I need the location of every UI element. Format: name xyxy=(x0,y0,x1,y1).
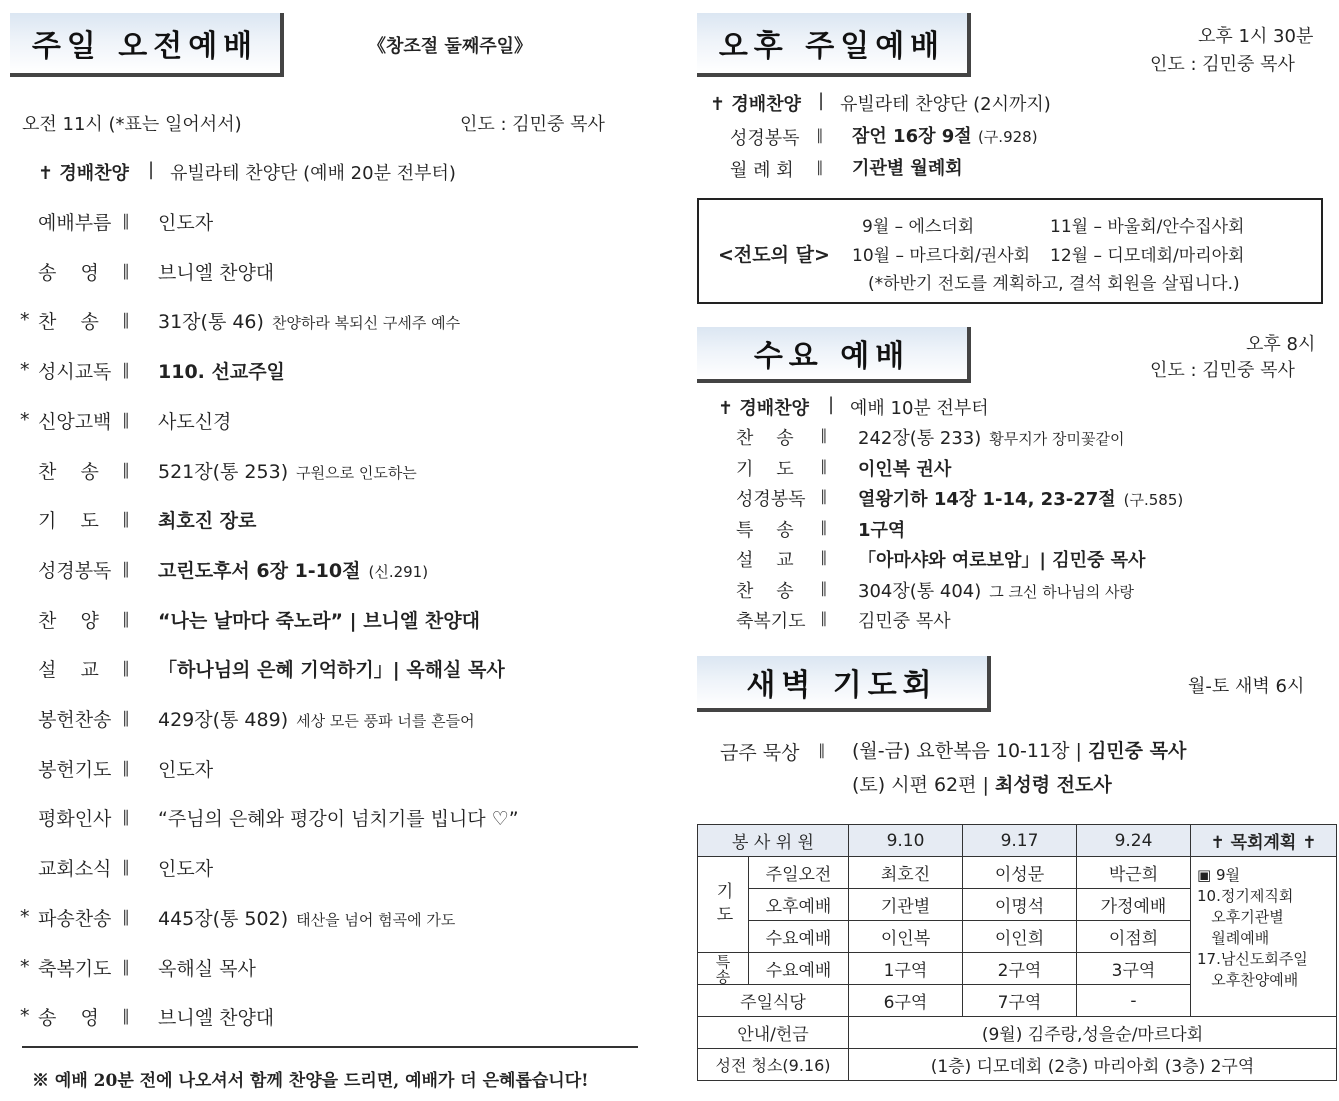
order-item-note: (신.291) xyxy=(368,563,429,581)
service-table xyxy=(697,824,1337,1081)
morning-time-note: 오전 11시 (*표는 일어서서) xyxy=(22,114,242,135)
wednesday-item-value: 1구역 xyxy=(858,520,906,541)
order-item-label: 예배부름 xyxy=(38,212,112,234)
group-prayer-cell xyxy=(698,857,749,953)
order-item-separator: ∥ xyxy=(122,758,130,777)
wednesday-title-box xyxy=(697,327,971,383)
order-item-value: 브니엘 찬양대 xyxy=(158,1007,275,1029)
afternoon-scripture: 잠언 16장 9절 xyxy=(852,126,972,147)
table-date-cell: 9.10 xyxy=(849,825,963,857)
wednesday-item-value: 「아마샤와 여로보암」| 김민중 목사 xyxy=(858,550,1146,571)
order-item-value-wrap xyxy=(158,755,213,782)
standing-marker: * xyxy=(20,409,30,431)
wednesday-item-separator: ∥ xyxy=(820,518,828,536)
wednesday-item-note: (구.585) xyxy=(1123,491,1184,509)
order-item-label: 봉헌찬송 xyxy=(38,709,112,731)
table-cell: 이인희 xyxy=(963,921,1077,953)
table-row-label: 주일식당 xyxy=(698,985,849,1017)
wednesday-item-value-wrap xyxy=(858,424,1124,450)
pastoral-plan-list xyxy=(1197,865,1330,991)
dawn-time: 월-토 새벽 6시 xyxy=(1188,676,1305,697)
dawn-line-1-text: (월-금) 요한복음 10-11장 | xyxy=(852,740,1082,762)
wednesday-item-value: 이인복 권사 xyxy=(858,459,952,480)
wednesday-item-value-wrap xyxy=(858,546,1145,572)
dawn-line-2-leader: 최성령 전도사 xyxy=(995,774,1112,796)
order-item-label: 평화인사 xyxy=(38,808,112,830)
order-item-value-wrap xyxy=(158,457,417,484)
order-item-label: 설 교 xyxy=(38,659,99,681)
table-cell: 기관별 xyxy=(849,889,963,921)
order-item-value-wrap xyxy=(158,804,519,831)
order-item-value-wrap xyxy=(158,208,213,235)
wednesday-leader: 인도 : 김민중 목사 xyxy=(1150,360,1295,381)
morning-footer-rule xyxy=(22,1046,638,1048)
order-item-separator: ∥ xyxy=(122,658,130,677)
wednesday-item-label: 성경봉독 xyxy=(736,489,806,510)
order-item-value-wrap xyxy=(158,506,256,533)
order-item-value-wrap xyxy=(158,904,455,931)
afternoon-opening-sep: | xyxy=(818,90,825,111)
pastoral-plan-line: ▣ 9월 xyxy=(1197,866,1240,884)
order-item-separator: ∥ xyxy=(122,360,130,379)
afternoon-monthly-meeting: 기관별 월례회 xyxy=(852,158,963,179)
order-item-separator: ∥ xyxy=(122,708,130,727)
order-item-value: 사도신경 xyxy=(158,411,232,433)
dawn-line-1 xyxy=(852,736,1186,763)
morning-footer-note: ※ 예배 20분 전에 나오셔서 함께 찬양을 드리면, 예배가 더 은혜롭습니다! xyxy=(32,1071,589,1091)
order-item-note: 구원으로 인도하는 xyxy=(296,464,417,482)
wednesday-item-separator: ∥ xyxy=(820,579,828,597)
order-item-value-wrap xyxy=(158,854,213,881)
wednesday-opening-label: ✝ 경배찬양 xyxy=(718,398,809,419)
order-item-separator: ∥ xyxy=(122,559,130,578)
pastoral-plan-line: 17.남신도회주일 xyxy=(1197,950,1308,968)
evangelism-heading: <전도의 달> xyxy=(718,244,830,266)
wednesday-time: 오후 8시 xyxy=(1246,334,1316,355)
morning-opening-sep: | xyxy=(148,159,155,180)
table-cell: 이명석 xyxy=(963,889,1077,921)
wednesday-item-label: 특 송 xyxy=(736,520,794,541)
pastoral-plan-cell xyxy=(1191,857,1337,1017)
guide-value: (9월) 김주랑,성을순/마르다회 xyxy=(849,1017,1337,1049)
order-item-value: 31장(통 46) xyxy=(158,311,264,333)
order-item-value: 445장(통 502) xyxy=(158,908,289,930)
table-cell: 7구역 xyxy=(963,985,1077,1017)
order-item-value: 인도자 xyxy=(158,858,214,880)
afternoon-time: 오후 1시 30분 xyxy=(1198,26,1314,47)
order-item-value: 인도자 xyxy=(158,212,214,234)
afternoon-opening-value: 유빌라테 찬양단 (2시까지) xyxy=(840,94,1051,115)
dawn-title: 새벽 기도회 xyxy=(746,668,938,703)
afternoon-scripture-note: (구.928) xyxy=(977,128,1038,146)
order-item-value-wrap xyxy=(158,357,285,384)
table-cell: 6구역 xyxy=(849,985,963,1017)
morning-title: 주일 오전예배 xyxy=(31,29,259,64)
order-item-label: 신앙고백 xyxy=(38,411,112,433)
order-item-value: 429장(통 489) xyxy=(158,709,289,731)
order-item-value-wrap xyxy=(158,258,274,285)
order-item-separator: ∥ xyxy=(122,857,130,876)
table-cell: 이점희 xyxy=(1077,921,1191,953)
table-row-label: 주일오전 xyxy=(749,857,849,889)
wednesday-item-separator: ∥ xyxy=(820,457,828,475)
table-date-cell: 9.17 xyxy=(963,825,1077,857)
evangelism-note: (*하반기 전도를 계획하고, 결석 회원을 살핍니다.) xyxy=(868,274,1240,294)
order-item-separator: ∥ xyxy=(122,509,130,528)
order-item-value-wrap xyxy=(158,954,256,981)
dawn-line-2-text: (토) 시편 62편 | xyxy=(852,774,989,796)
group-prayer-label: 기도 xyxy=(712,881,733,928)
evangelism-row: 12월 – 디모데회/마리아회 xyxy=(1050,246,1245,266)
order-item-label: 교회소식 xyxy=(38,858,112,880)
order-item-label: 송 영 xyxy=(38,1007,99,1029)
afternoon-item-label: 성경봉독 xyxy=(730,128,800,149)
wednesday-item-value: 김민중 목사 xyxy=(858,611,951,632)
order-item-value: “나는 날마다 죽노라” | 브니엘 찬양대 xyxy=(158,610,480,632)
table-row xyxy=(698,1049,1337,1081)
wednesday-item-value: 304장(통 404) xyxy=(858,581,982,602)
order-item-label: 기 도 xyxy=(38,510,99,532)
wednesday-item-value-wrap xyxy=(858,607,951,633)
order-item-value: 110. 선교주일 xyxy=(158,361,285,383)
wednesday-item-value-wrap xyxy=(858,577,1134,603)
pastoral-plan-line: 오후기관별 xyxy=(1197,908,1284,926)
order-item-label: 봉헌기도 xyxy=(38,759,112,781)
pastoral-plan-line: 오후찬양예배 xyxy=(1197,971,1299,989)
order-item-label: 찬 송 xyxy=(38,461,99,483)
wednesday-item-value: 242장(통 233) xyxy=(858,428,982,449)
morning-leader: 인도 : 김민중 목사 xyxy=(460,114,605,135)
order-item-value: 옥해실 목사 xyxy=(158,958,256,980)
table-cell: 가정예배 xyxy=(1077,889,1191,921)
table-row-label: 수요예배 xyxy=(749,921,849,953)
order-item-value: 최호진 장로 xyxy=(158,510,257,532)
dawn-sep: ∥ xyxy=(818,741,826,759)
order-item-value: 521장(통 253) xyxy=(158,461,289,483)
table-row-label: 오후예배 xyxy=(749,889,849,921)
table-row xyxy=(698,857,1337,889)
table-cell: - xyxy=(1077,985,1191,1017)
order-item-value-wrap xyxy=(158,407,231,434)
order-item-separator: ∥ xyxy=(122,907,130,926)
evangelism-row: 9월 – 에스더회 xyxy=(862,217,975,237)
standing-marker: * xyxy=(20,1005,30,1027)
order-item-separator: ∥ xyxy=(122,211,130,230)
evangelism-row: 10월 – 마르다회/권사회 xyxy=(852,246,1031,266)
wednesday-item-value: 열왕기하 14장 1-14, 23-27절 xyxy=(858,489,1116,510)
wednesday-item-separator: ∥ xyxy=(820,609,828,627)
table-header-cell: 봉 사 위 원 xyxy=(698,825,849,857)
morning-opening-value: 유빌라테 찬양단 (예배 20분 전부터) xyxy=(170,163,456,184)
standing-marker: * xyxy=(20,956,30,978)
afternoon-leader: 인도 : 김민중 목사 xyxy=(1150,54,1295,75)
order-item-separator: ∥ xyxy=(122,1006,130,1025)
morning-opening-label: ✝ 경배찬양 xyxy=(38,163,129,184)
table-date-cell: 9.24 xyxy=(1077,825,1191,857)
afternoon-title-box xyxy=(697,13,971,77)
order-item-value: 「하나님의 은혜 기억하기」| 옥해실 목사 xyxy=(158,659,505,681)
wednesday-item-separator: ∥ xyxy=(820,426,828,444)
table-cell: 이성문 xyxy=(963,857,1077,889)
order-item-label: 축복기도 xyxy=(38,958,112,980)
pastoral-plan-line: 월례예배 xyxy=(1197,929,1270,947)
order-item-value: “주님의 은혜와 평강이 넘치기를 빕니다 ♡” xyxy=(158,808,519,830)
wednesday-opening-sep: | xyxy=(828,394,835,415)
wednesday-item-label: 설 교 xyxy=(736,550,794,571)
dawn-line-2 xyxy=(852,770,1112,797)
order-item-separator: ∥ xyxy=(122,261,130,280)
order-item-separator: ∥ xyxy=(122,310,130,329)
afternoon-item-label: 월 례 회 xyxy=(730,160,794,181)
order-item-separator: ∥ xyxy=(122,609,130,628)
afternoon-title: 오후 주일예배 xyxy=(718,29,946,64)
table-header-row xyxy=(698,825,1337,857)
dawn-title-box xyxy=(697,656,991,712)
wednesday-item-separator: ∥ xyxy=(820,548,828,566)
order-item-value: 브니엘 찬양대 xyxy=(158,262,275,284)
order-item-separator: ∥ xyxy=(122,957,130,976)
wednesday-item-label: 축복기도 xyxy=(736,611,806,632)
wednesday-item-separator: ∥ xyxy=(820,487,828,505)
guide-label: 안내/헌금 xyxy=(698,1017,849,1049)
order-item-value-wrap xyxy=(158,655,505,682)
standing-marker: * xyxy=(20,309,30,331)
wednesday-item-label: 찬 송 xyxy=(736,428,794,449)
afternoon-item-sep: ∥ xyxy=(816,126,824,144)
evangelism-row: 11월 – 바울회/안수집사회 xyxy=(1050,217,1245,237)
order-item-label: 성시교독 xyxy=(38,361,112,383)
dawn-line-1-leader: 김민중 목사 xyxy=(1087,740,1187,762)
order-item-value-wrap xyxy=(158,705,475,732)
afternoon-item-sep: ∥ xyxy=(816,158,824,176)
order-item-label: 찬 송 xyxy=(38,311,99,333)
standing-marker: * xyxy=(20,906,30,928)
order-item-value: 고린도후서 6장 1-10절 xyxy=(158,560,361,582)
morning-title-box xyxy=(10,13,284,77)
afternoon-item-value xyxy=(852,122,1038,148)
order-item-value-wrap xyxy=(158,556,428,583)
table-cell: 1구역 xyxy=(849,953,963,985)
wednesday-item-value-wrap xyxy=(858,455,951,481)
order-item-note: 태산을 넘어 험곡에 가도 xyxy=(296,911,456,929)
order-item-label: 성경봉독 xyxy=(38,560,112,582)
table-cell: 이인복 xyxy=(849,921,963,953)
cleaning-value: (1층) 디모데회 (2층) 마리아회 (3층) 2구역 xyxy=(849,1049,1337,1081)
wednesday-item-label: 찬 송 xyxy=(736,581,794,602)
order-item-note: 세상 모든 풍파 너를 흔들어 xyxy=(296,712,475,730)
order-item-separator: ∥ xyxy=(122,410,130,429)
table-cell: 박근희 xyxy=(1077,857,1191,889)
order-item-value-wrap xyxy=(158,1003,274,1030)
order-item-separator: ∥ xyxy=(122,460,130,479)
order-item-note: 찬양하라 복되신 구세주 예수 xyxy=(271,314,461,332)
cleaning-label: 성전 청소(9.16) xyxy=(698,1049,849,1081)
table-cell: 2구역 xyxy=(963,953,1077,985)
dawn-label: 금주 묵상 xyxy=(720,742,800,764)
pastoral-plan-line: 10.정기제직회 xyxy=(1197,887,1294,905)
table-row-label: 수요예배 xyxy=(749,953,849,985)
pastoral-plan-header: ✝ 목회계획 ✝ xyxy=(1191,825,1337,857)
table-row xyxy=(698,1017,1337,1049)
table-cell: 최호진 xyxy=(849,857,963,889)
wednesday-item-label: 기 도 xyxy=(736,459,794,480)
wednesday-item-note: 황무지가 장미꽃같이 xyxy=(989,430,1125,448)
wednesday-title: 수요 예배 xyxy=(753,339,911,374)
order-item-separator: ∥ xyxy=(122,807,130,826)
wednesday-item-value-wrap xyxy=(858,485,1183,511)
order-item-label: 송 영 xyxy=(38,262,99,284)
order-item-value-wrap xyxy=(158,307,460,334)
morning-subtitle: 《창조절 둘째주일》 xyxy=(368,36,532,57)
group-special-label: 특송 xyxy=(713,953,732,984)
wednesday-opening-value: 예배 10분 전부터 xyxy=(850,398,989,419)
order-item-value-wrap xyxy=(158,606,480,633)
order-item-label: 찬 양 xyxy=(38,610,99,632)
wednesday-item-note: 그 크신 하나님의 사랑 xyxy=(989,583,1134,601)
group-special-cell xyxy=(698,953,749,985)
wednesday-item-value-wrap xyxy=(858,516,905,542)
standing-marker: * xyxy=(20,359,30,381)
order-item-value: 인도자 xyxy=(158,759,214,781)
table-cell: 3구역 xyxy=(1077,953,1191,985)
order-item-label: 파송찬송 xyxy=(38,908,112,930)
afternoon-opening-label: ✝ 경배찬양 xyxy=(710,94,801,115)
